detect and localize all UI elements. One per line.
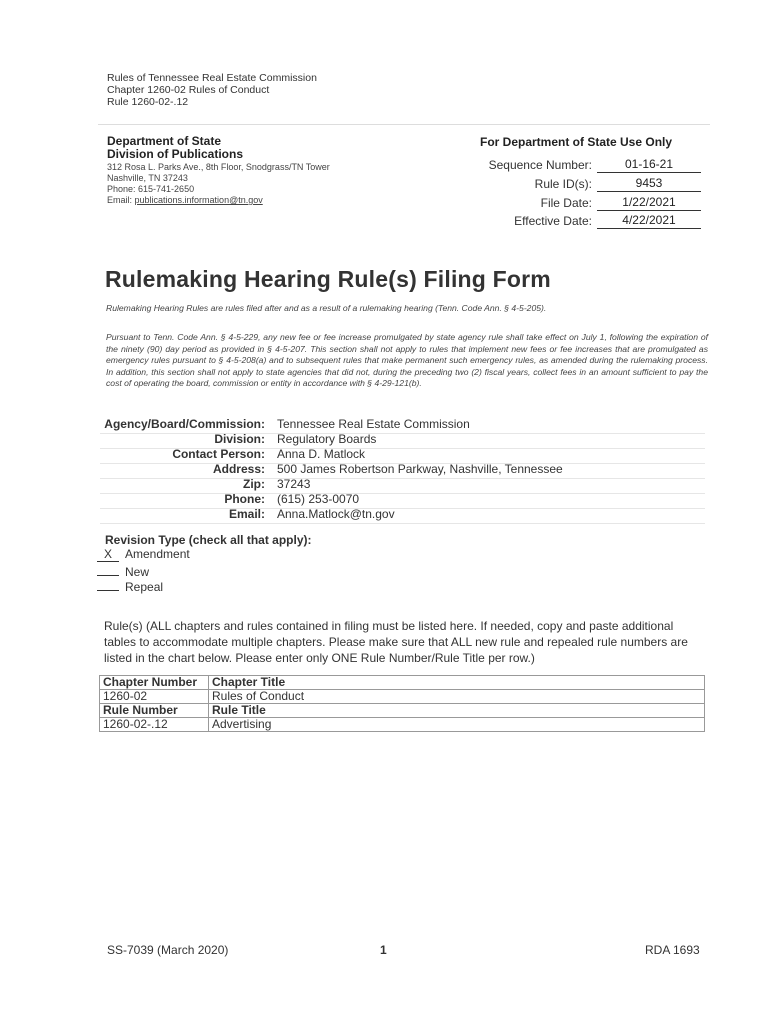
chapter-title-header: Chapter Title <box>209 676 705 690</box>
repeal-label: Repeal <box>125 580 164 594</box>
table-row <box>100 704 705 718</box>
form-subtitle: Rulemaking Hearing Rules are rules filed after and as a result of a rulemaking hearing (Tenn. Code Ann. § 4-5-205). <box>106 303 547 313</box>
rules-table <box>99 675 705 732</box>
agency-value: Tennessee Real Estate Commission <box>277 417 470 431</box>
rule-number-cell: 1260-02-.12 <box>100 718 209 732</box>
contact-value: Anna D. Matlock <box>277 447 366 461</box>
footer-form-id: SS-7039 (March 2020) <box>107 943 229 957</box>
amendment-checkbox[interactable]: X <box>97 548 119 562</box>
chapter-number-header: Chapter Number <box>100 676 209 690</box>
revision-amendment[interactable] <box>97 547 190 562</box>
department-phone: Phone: 615-741-2650 <box>107 184 195 194</box>
table-row <box>100 718 705 732</box>
footer-rda: RDA 1693 <box>645 943 700 957</box>
form-title: Rulemaking Hearing Rule(s) Filing Form <box>105 266 551 292</box>
revision-type-title: Revision Type (check all that apply): <box>105 533 312 547</box>
department-email-link[interactable]: publications.information@tn.gov <box>134 195 263 205</box>
file-date-label: File Date: <box>540 196 592 210</box>
new-label: New <box>125 565 150 579</box>
email-value: Anna.Matlock@tn.gov <box>277 507 395 521</box>
email-label: Email: <box>228 507 265 521</box>
department-name: Department of State <box>107 134 222 148</box>
chapter-number-cell: 1260-02 <box>100 690 209 704</box>
state-use-title: For Department of State Use Only <box>480 135 673 149</box>
zip-label: Zip: <box>243 477 265 491</box>
division-value: Regulatory Boards <box>277 432 377 446</box>
new-checkbox[interactable] <box>97 562 119 576</box>
rules-instructions: Rule(s) (ALL chapters and rules contained in filing must be listed here. If needed, copy and paste additional tables to accommodate multiple chapters. Please make sure that ALL new rule and repealed rule numbers are listed in the chart below. Please enter only ONE Rule Number/Rule Title per row.) <box>104 619 688 665</box>
department-address: 312 Rosa L. Parks Ave., 8th Floor, Snodgrass/TN Tower <box>107 162 330 172</box>
department-email-line <box>107 195 263 205</box>
zip-value: 37243 <box>277 477 311 491</box>
rule-id-label: Rule ID(s): <box>534 177 592 191</box>
agency-label: Agency/Board/Commission: <box>104 417 265 431</box>
rule-title-header: Rule Title <box>209 704 705 718</box>
phone-label: Phone: <box>224 492 265 506</box>
division-label: Division: <box>214 432 265 446</box>
department-email-label: Email: <box>107 195 135 205</box>
sequence-number-value: 01-16-21 <box>597 156 701 173</box>
phone-value: (615) 253-0070 <box>277 492 360 506</box>
rule-title-cell: Advertising <box>209 718 705 732</box>
chapter-title-cell: Rules of Conduct <box>209 690 705 704</box>
address-label: Address: <box>212 462 265 476</box>
division-name: Division of Publications <box>107 147 244 161</box>
sequence-number-label: Sequence Number: <box>488 158 592 172</box>
contact-label: Contact Person: <box>172 447 265 461</box>
footer-page-number: 1 <box>380 943 387 957</box>
effective-date-label: Effective Date: <box>514 214 592 228</box>
department-city: Nashville, TN 37243 <box>107 173 188 183</box>
rule-number-header: Rule Number <box>100 704 209 718</box>
table-row <box>100 690 705 704</box>
file-date-value: 1/22/2021 <box>597 194 701 211</box>
amendment-label: Amendment <box>125 547 190 561</box>
table-row <box>100 676 705 690</box>
email-row <box>100 507 705 524</box>
rule-id-value: 9453 <box>597 175 701 192</box>
effective-date-value: 4/22/2021 <box>597 212 701 229</box>
repeal-checkbox[interactable] <box>97 577 119 591</box>
revision-repeal[interactable] <box>97 577 163 594</box>
address-value: 500 James Robertson Parkway, Nashville, Tennessee <box>277 462 563 476</box>
fee-notice: Pursuant to Tenn. Code Ann. § 4-5-229, any new fee or fee increase promulgated by state agency rule shall take effect on July 1, following the expiration of the ninety (90) day period as provided in § 4-5-207. This section shall not apply to rules that implement new fees or fee increases that are promulgated as emergency rules pursuant to § 4-5-208(a) and to subsequent rules that make permanent such emergency rules, as amended during the rulemaking process. In addition, this section shall not apply to state agencies that did not, during the preceding two (2) fiscal years, collect fees in an amount sufficient to pay the cost of operating the board, commission or entity in accordance with § 4-29-121(b). <box>106 332 708 388</box>
header-chapter: Chapter 1260-02 Rules of Conduct <box>107 84 270 96</box>
header-rule: Rule 1260-02-.12 <box>107 96 189 108</box>
header-rules-of: Rules of Tennessee Real Estate Commission <box>107 72 317 84</box>
